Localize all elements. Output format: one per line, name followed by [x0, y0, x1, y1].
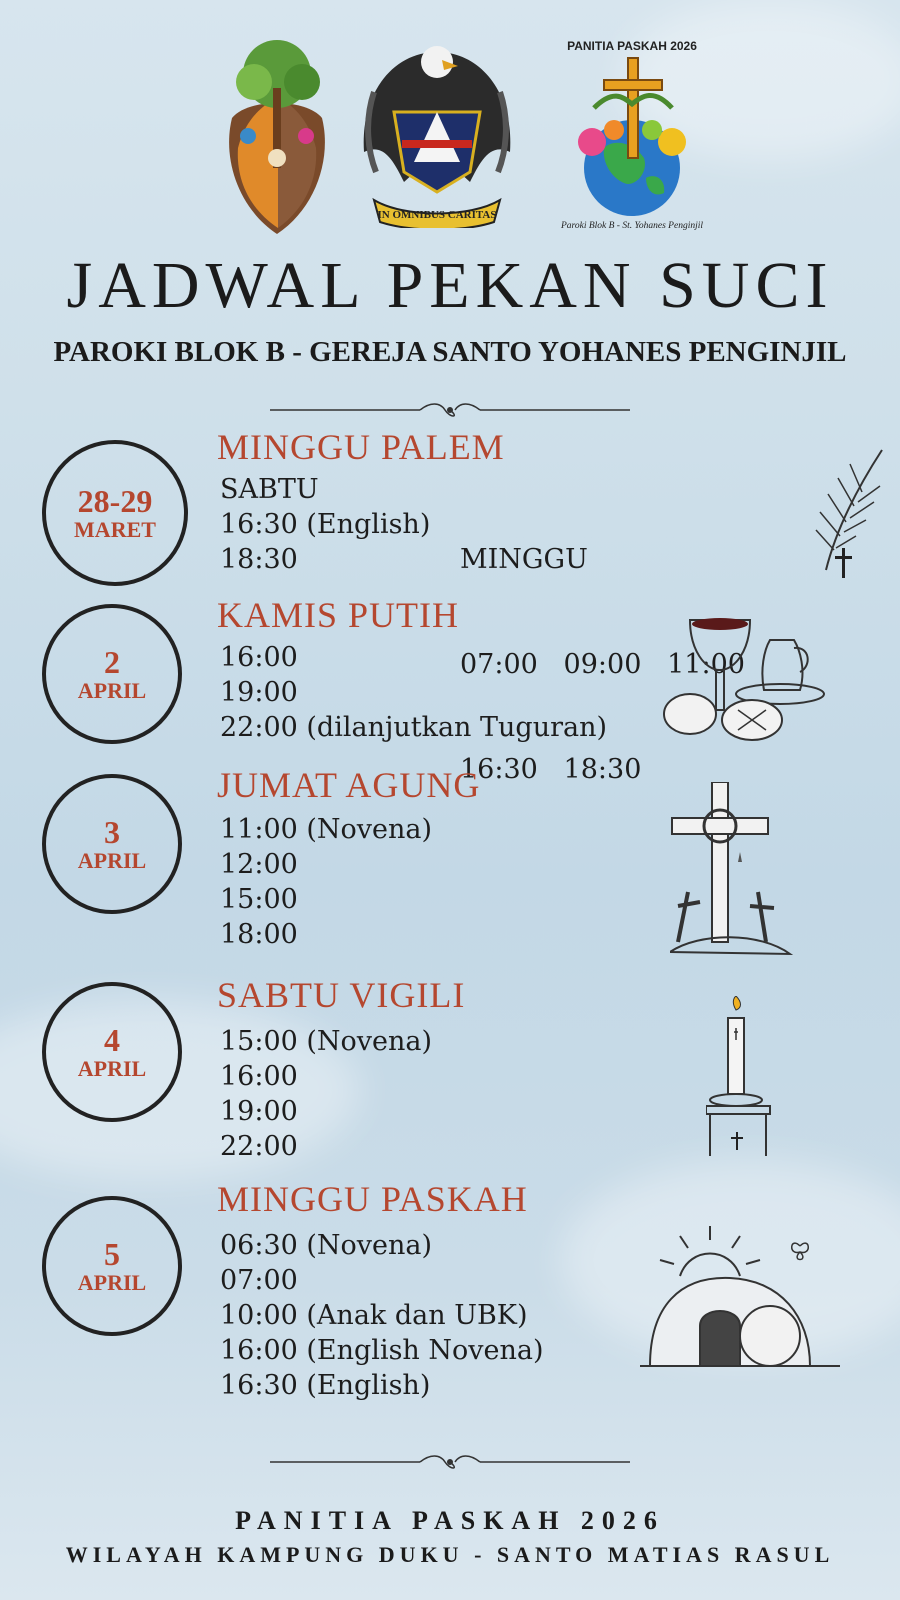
time-entry: 16:30 (English)	[220, 509, 431, 540]
page-title: JADWAL PEKAN SUCI	[66, 249, 834, 322]
date-circle	[42, 1196, 182, 1336]
date-month: APRIL	[77, 1270, 147, 1295]
time-entry: 16:30 18:30	[460, 754, 642, 785]
footer-committee: PANITIA PASKAH 2026	[235, 1506, 665, 1535]
event-times	[220, 1228, 544, 1403]
time-entry: 06:30 (Novena)	[220, 1230, 433, 1261]
ornament-divider	[270, 1452, 630, 1472]
date-day: 28-29	[77, 483, 153, 519]
tree-hands-logo	[218, 38, 336, 238]
time-entry: 22:00	[220, 1131, 298, 1162]
footer-region: WILAYAH KAMPUNG DUKU - SANTO MATIAS RASUL	[65, 1542, 835, 1567]
date-day: 2	[104, 644, 120, 680]
chalice-bread-icon	[660, 610, 840, 750]
palm-branch-icon	[806, 440, 886, 580]
event-times	[220, 1024, 432, 1164]
time-entry: 16:30 (English)	[220, 1370, 431, 1401]
time-entry: 16:00	[220, 1061, 298, 1092]
event-title: MINGGU PASKAH	[217, 1179, 528, 1219]
time-entry: 18:30	[220, 544, 298, 575]
time-entry: 11:00 (Novena)	[220, 814, 433, 845]
three-crosses-icon	[670, 782, 800, 962]
candle-icon	[706, 996, 786, 1156]
column-header: SABTU	[220, 474, 319, 505]
time-entry: 18:00	[220, 919, 298, 950]
date-day: 5	[104, 1236, 120, 1272]
event-times	[220, 812, 432, 952]
time-entry: 16:00 (English Novena)	[220, 1335, 544, 1366]
date-month: MARET	[74, 517, 156, 542]
page-subtitle: PAROKI BLOK B - GEREJA SANTO YOHANES PENGINJIL	[53, 336, 847, 368]
event-title: MINGGU PALEM	[217, 427, 505, 467]
logo-motto: IN OMNIBUS CARITAS	[377, 209, 497, 221]
event-times	[220, 640, 607, 745]
date-circle	[42, 774, 182, 914]
logo-ring-text: Paroki Blok B - St. Yohanes Penginjil	[560, 221, 704, 231]
event-title: KAMIS PUTIH	[217, 595, 460, 635]
column-header: MINGGU	[460, 544, 588, 575]
eagle-crest-logo	[354, 32, 520, 228]
logo-caption: PANITIA PASKAH 2026	[567, 39, 697, 53]
time-entry: 07:00 09:00 11:00	[460, 649, 745, 680]
time-entry: 12:00	[220, 849, 298, 880]
ornament-divider	[270, 400, 630, 420]
time-entry: 07:00	[220, 1265, 298, 1296]
date-circle	[42, 440, 188, 586]
date-day: 3	[104, 814, 120, 850]
time-entry: 10:00 (Anak dan UBK)	[220, 1300, 528, 1331]
time-entry: 19:00	[220, 677, 298, 708]
time-entry: 22:00 (dilanjutkan Tuguran)	[220, 712, 608, 743]
time-entry: 15:00 (Novena)	[220, 1026, 433, 1057]
cross-globe-logo	[554, 38, 704, 234]
logo-row	[0, 32, 900, 242]
event-title: JUMAT AGUNG	[217, 765, 481, 805]
saturday-times	[220, 472, 430, 577]
date-month: APRIL	[77, 848, 147, 873]
date-month: APRIL	[77, 1056, 147, 1081]
event-title: SABTU VIGILI	[217, 975, 466, 1015]
time-entry: 19:00	[220, 1096, 298, 1127]
date-month: APRIL	[77, 678, 147, 703]
date-day: 4	[104, 1022, 120, 1058]
date-circle	[42, 604, 182, 744]
time-entry: 16:00	[220, 642, 298, 673]
empty-tomb-icon	[640, 1216, 840, 1386]
time-entry: 15:00	[220, 884, 298, 915]
date-circle	[42, 982, 182, 1122]
